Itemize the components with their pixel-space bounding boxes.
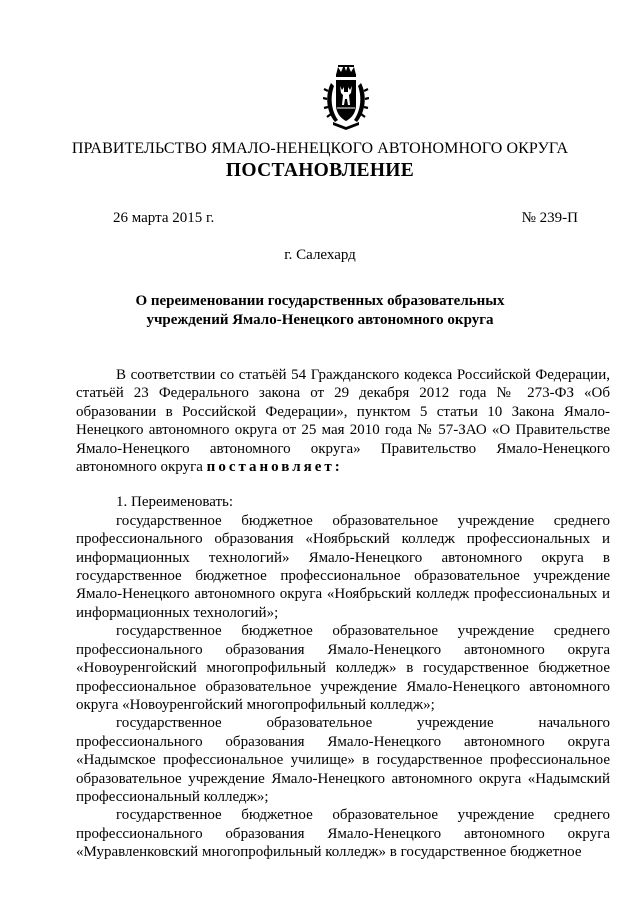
document-title: [0, 292, 640, 330]
item-1-heading: 1. Переименовать:: [116, 494, 234, 511]
document-number: № 239-П: [521, 210, 578, 226]
title-line-1: О переименовании государственных образовательных: [135, 293, 505, 309]
government-name: ПРАВИТЕЛЬСТВО ЯМАЛО-НЕНЕЦКОГО АВТОНОМНОГО ОКРУГА: [71, 140, 569, 157]
document-city: г. Салехард: [284, 247, 356, 263]
decree-word: постановляет:: [206, 459, 343, 476]
document-body: [76, 366, 610, 862]
preamble-paragraph: [76, 366, 610, 476]
clause-paragraph: государственное образовательное учреждение начального профессионального образования Ямало-Ненецкого автономного округа «Надымское профессиональное училище» в государственное профессиональное образовательное учреждение Ямало-Ненецкого автономного округа «Надымский профессиональный колледж»;: [76, 715, 610, 805]
preamble-text: В соответствии со статьёй 54 Гражданского кодекса Российской Федерации, статьёй 23 Федерального закона от 29 декабря 2012 года № 273-ФЗ «Об образовании в Российской Федерации», пунктом 5 статьи 10 Закона Ямало-Ненецкого автономного округа от 25 мая 2010 года № 57-ЗАО «О Правительстве Ямало-Ненецкого автономного округа» Правительство Ямало-Ненецкого автономного округа: [76, 367, 610, 476]
document-date: 26 марта 2015 г.: [113, 210, 215, 226]
clause-paragraph: государственное бюджетное образовательное учреждение среднего профессионального образования Ямало-Ненецкого автономного округа «Муравленковский многопрофильный колледж» в государственное бюджетное: [76, 807, 610, 861]
clause-paragraph: государственное бюджетное образовательное учреждение среднего профессионального образования «Ноябрьский колледж профессиональных и информационных технологий» Ямало-Ненецкого автономного округа в государственное бюджетное профессиональное образовательное учреждение Ямало-Ненецкого автономного округа «Ноябрьский колледж профессиональных и информационных технологий»;: [76, 512, 610, 621]
document-type: ПОСТАНОВЛЕНИЕ: [225, 160, 415, 181]
title-line-2: учреждений Ямало-Ненецкого автономного округа: [146, 312, 494, 328]
coat-of-arms-icon: [323, 61, 369, 131]
clause-paragraph: государственное бюджетное образовательное учреждение среднего профессионального образования Ямало-Ненецкого автономного округа «Новоуренгойский многопрофильный колледж» в государственное бюджетное профессиональное образовательное учреждение Ямало-Ненецкого автономного округа «Новоуренгойский многопрофильный колледж»;: [76, 623, 610, 713]
